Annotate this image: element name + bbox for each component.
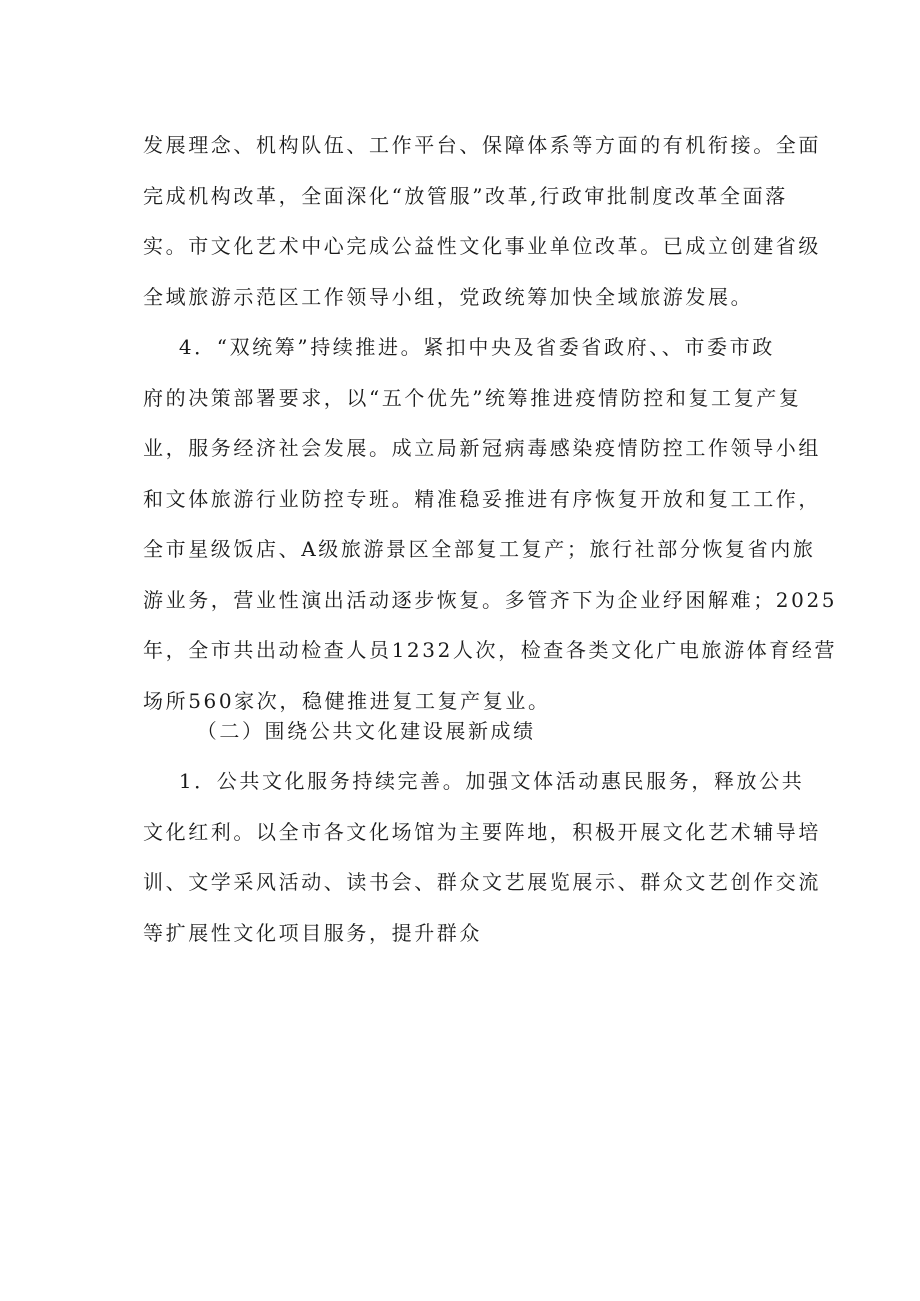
text-line: 业，服务经济社会发展。成立局新冠病毒感染疫情防控工作领导小组: [143, 436, 821, 460]
text-line: 训、文学采风活动、读书会、群众文艺展览展示、群众文艺创作交流: [143, 870, 821, 894]
text-line: 全域旅游示范区工作领导小组，党政统筹加快全域旅游发展。: [143, 284, 754, 309]
text-line: 发展理念、机构队伍、工作平台、保障体系等方面的有机衔接。全面: [143, 133, 821, 157]
text-line: 场所560家次，稳健推进复工复产复业。: [143, 688, 551, 713]
text-line: 府的决策部署要求，以“五个优先”统筹推进疫情防控和复工复产复: [143, 385, 802, 410]
text-line: 实。市文化艺术中心完成公益性文化事业单位改革。已成立创建省级: [143, 234, 821, 258]
text-line: 游业务，营业性演出活动逐步恢复。多管齐下为企业纾困解难；2025: [143, 587, 838, 612]
text-line: 等扩展性文化项目服务，提升群众: [143, 920, 482, 945]
section-heading: [143, 706, 783, 757]
paragraph-institution-reform: [143, 120, 821, 322]
text-line: 1．公共文化服务持续完善。加强文体活动惠民服务，释放公共: [143, 769, 805, 793]
paragraph-dual-coordination: [143, 322, 838, 726]
text-line: 年，全市共出动检查人员1232人次，检查各类文化广电旅游体育经营: [143, 638, 838, 662]
text-line: 和文体旅游行业防控专班。精准稳妥推进有序恢复开放和复工工作，: [143, 486, 821, 511]
text-line: 文化红利。以全市各文化场馆为主要阵地，积极开展文化艺术辅导培: [143, 819, 821, 844]
section-heading-text: （二）围绕公共文化建设展新成绩: [143, 719, 536, 743]
text-line: 4．“双统筹”持续推进。紧扣中央及省委省政府、、市委市政: [143, 335, 775, 359]
text-line: 全市星级饭店、A级旅游景区全部复工复产；旅行社部分恢复省内旅: [143, 537, 816, 561]
paragraph-public-culture: [143, 756, 821, 958]
text-line: 完成机构改革，全面深化“放管服”改革,行政审批制度改革全面落: [143, 183, 788, 208]
